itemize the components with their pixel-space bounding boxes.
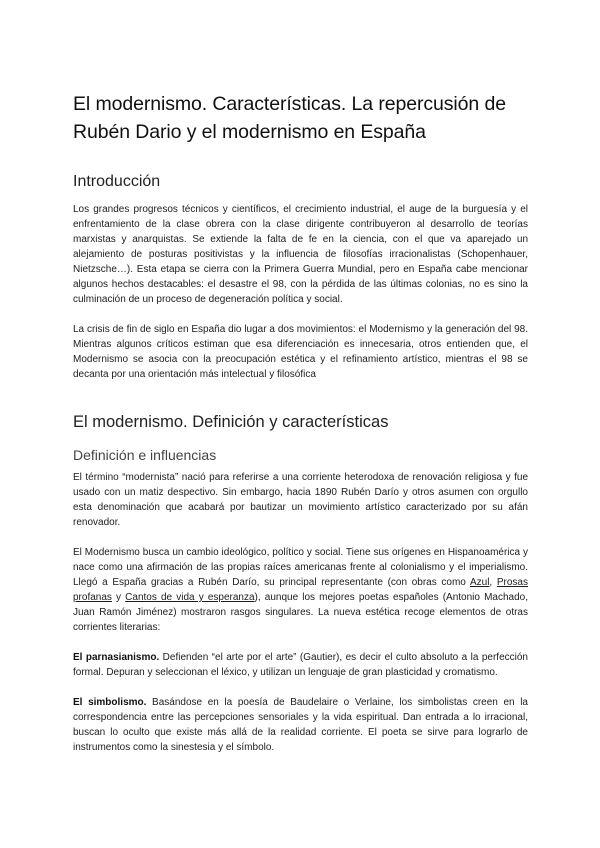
work-title-cantos-de-vida: Cantos de vida y esperanza <box>125 592 255 603</box>
parnasianismo-paragraph <box>73 650 528 680</box>
paragraph-text: ), aunque los mejores poetas españoles (Antonio Machado, Juan Ramón Jiménez) mostraron rasgos singulares. La nueva estética recoge elementos de otras corrientes literarias: <box>73 592 528 633</box>
definicion-paragraph-2 <box>73 545 528 635</box>
document-content <box>73 90 528 770</box>
parnasianismo-text: Defienden “el arte por el arte” (Gautier), es decir el culto absoluto a la perfección formal. Depuran y seleccionan el léxico, y utilizan un lenguaje de gran plasticidad y cromatismo. <box>73 652 528 678</box>
separator: , <box>489 577 497 588</box>
intro-paragraph-1: Los grandes progresos técnicos y científicos, el crecimiento industrial, el auge de la burguesía y el enfrentamiento de la clase obrera con la clase dirigente contribuyeron al desarrollo de teorías marxistas y anarquistas. Se extiende la falta de fe en la ciencia, con el que va aparejado un alejamiento de posturas positivistas y la influencia de filosofías irracionalistas (Schopenhauer, Nietzsche…). Esta etapa se cierra con la Primera Guerra Mundial, pero en España cabe mencionar algunos hechos destacables: el desastre el 98, con la pérdida de las últimas colonias, no es sino la culminación de un proceso de degeneración política y social. <box>73 204 528 305</box>
simbolismo-label: El simbolismo. <box>73 697 147 708</box>
simbolismo-paragraph <box>73 695 528 755</box>
definicion-paragraph-1: El término “modernista” nació para referirse a una corriente heterodoxa de renovación religiosa y fue usado con un matiz despectivo. Sin embargo, hacia 1890 Rubén Darío y otros asumen con orgullo esta denominación que acabará por bautizar un movimiento artístico caracterizado por su afán renovador. <box>73 472 528 528</box>
subsection-heading-definicion: Definición e influencias <box>73 447 217 463</box>
intro-heading: Introducción <box>73 173 161 190</box>
paragraph-text: El Modernismo busca un cambio ideológico, político y social. Tiene sus orígenes en Hispanoamérica y nace como una afirmación de las propias raíces americanas frente al colonialismo y el imperialismo. Llegó a España gracias a Rubén Darío, su principal representante (con obras como <box>73 547 528 588</box>
parnasianismo-label: El parnasianismo. <box>73 652 160 663</box>
intro-paragraph-2: La crisis de fin de siglo en España dio lugar a dos movimientos: el Modernismo y la generación del 98. Mientras algunos críticos estiman que esa diferenciación es innecesaria, otros entienden que, el Modernismo se asocia con la preocupación estética y el refinamiento artístico, mientras el 98 se decanta por una orientación más intelectual y filosófica <box>73 324 528 380</box>
work-title-prosas-profanas: Prosas profanas <box>73 577 528 603</box>
section-heading-modernismo: El modernismo. Definición y características <box>73 413 389 431</box>
document-title: El modernismo. Características. La repercusión de Rubén Dario y el modernismo en España <box>73 93 506 143</box>
work-title-azul: Azul <box>469 577 490 588</box>
separator: y <box>111 592 126 603</box>
simbolismo-text: Basándose en la poesía de Baudelaire o Verlaine, los simbolistas creen en la correspondencia entre las percepciones sensoriales y la vida espiritual. Dan entrada a lo irracional, buscan lo oculto que existe más allá de la realidad corriente. El poeta se sirve para lograrlo de instrumentos como la sinestesia y el símbolo. <box>73 697 528 753</box>
